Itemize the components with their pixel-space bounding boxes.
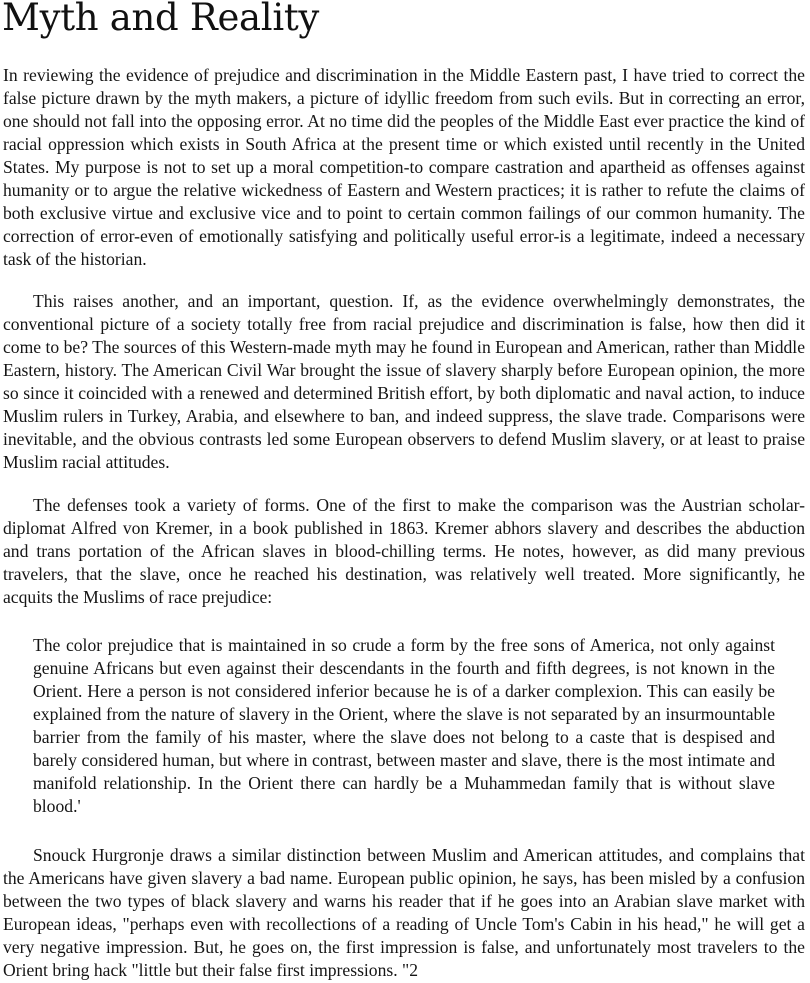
paragraph-myth-origin: This raises another, and an important, question. If, as the evidence overwhelmingly demonstrates, the conventional picture of a society totally free from racial prejudice and discrimination is false, how then did it come to be? The sources of this Western-made myth may he found in European and American, rather than Middle Eastern, history. The American Civil War brought the issue of slavery sharply before European opinion, the more so since it coincided with a renewed and determined British effort, by both diplomatic and naval action, to induce Muslim rulers in Turkey, Arabia, and elsewhere to ban, and indeed suppress, the slave trade. Comparisons were inevitable, and the obvious contrasts led some European observers to defend Muslim slavery, or at least to praise Muslim racial attitudes.	[3, 291, 805, 472]
kremer-quote: The color prejudice that is maintained in so crude a form by the free sons of America, not only against genuine Africans but even against their descendants in the fourth and fifth degrees, is not known in the Orient. Here a person is not considered inferior because he is of a darker complexion. This can easily be explained from the nature of slavery in the Orient, where the slave is not separated by an insurmountable barrier from the family of his master, where the slave does not belong to a caste that is despised and barely considered human, but where in contrast, between master and slave, there is the most intimate and manifold relationship. In the Orient there can hardly be a Muhammedan family that is without slave blood.'	[33, 635, 775, 816]
page-title: Myth and Reality	[2, 0, 320, 39]
paragraph-intro: In reviewing the evidence of prejudice and discrimination in the Middle Eastern past, I have tried to correct the false picture drawn by the myth makers, a picture of idyllic freedom from such evils. But in correcting an error, one should not fall into the opposing error. At no time did the peoples of the Middle East ever practice the kind of racial oppression which exists in South Africa at the present time or which existed until recently in the United States. My purpose is not to set up a moral competition-to compare castration and apartheid as offenses against humanity or to argue the relative wickedness of Eastern and Western practices; it is rather to refute the claims of both exclusive virtue and exclusive vice and to point to certain common failings of our common humanity. The correction of error-even of emotionally satisfying and politically useful error-is a legitimate, indeed a necessary task of the historian.	[3, 65, 805, 269]
paragraph-defenses: The defenses took a variety of forms. One of the first to make the comparison was the Austrian scholar-diplomat Alfred von Kremer, in a book published in 1863. Kremer abhors slavery and describes the abduction and trans portation of the African slaves in blood-chilling terms. He notes, however, as did many previous travelers, that the slave, once he reached his destination, was relatively well treated. More significantly, he acquits the Muslims of race prejudice:	[3, 495, 805, 607]
paragraph-hurgronje: Snouck Hurgronje draws a similar distinction between Muslim and American attitudes, and complains that the Americans have given slavery a bad name. European public opinion, he says, has been misled by a confusion between the two types of black slavery and warns his reader that if he goes into an Arabian slave market with European ideas, "perhaps even with recollections of a reading of Uncle Tom's Cabin in his head," he will get a very negative impression. But, he goes on, the first impression is false, and unfortunately most travelers to the Orient bring hack "little but their false first impressions. "2	[3, 845, 805, 980]
